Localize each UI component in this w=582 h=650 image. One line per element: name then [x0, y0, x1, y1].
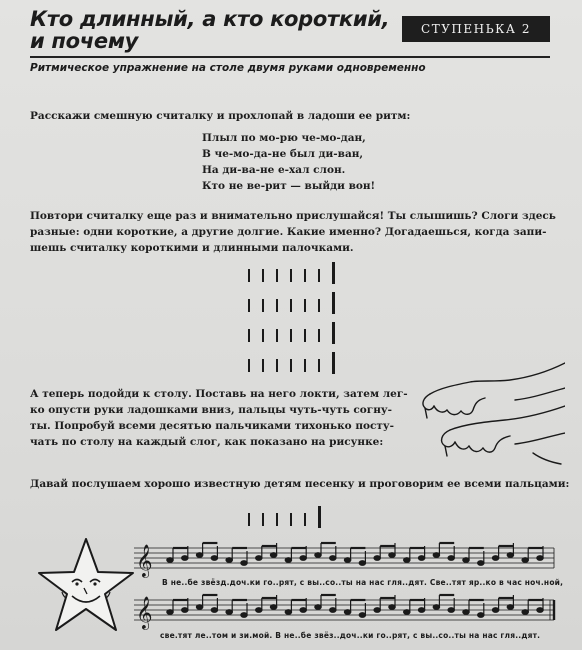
note-head: [478, 561, 484, 566]
note-head: [404, 558, 410, 563]
note-head: [448, 608, 454, 613]
note-head: [537, 608, 543, 613]
note-head: [300, 556, 306, 561]
song-instructions: Давай послушаем хорошо известную детям песенку и проговорим ее всеми пальцами:: [30, 478, 570, 490]
note-head: [196, 553, 202, 558]
note-head: [270, 605, 276, 610]
note-head: [226, 558, 232, 563]
short-stick: [290, 329, 292, 342]
long-stick: [332, 262, 335, 284]
note-head: [433, 605, 439, 610]
note-head: [256, 608, 262, 613]
lyrics-line-1: В не..бе звёзд.доч.ки го..рят, с вы..со..ты на нас гля..дят. Све..тят яр..ко в час ноч.ной,: [162, 578, 564, 587]
note-head: [241, 613, 247, 618]
note-head: [182, 556, 188, 561]
music-staff-1: [134, 540, 564, 580]
note-head: [404, 610, 410, 615]
short-stick: [262, 299, 264, 312]
page-title: [30, 8, 400, 52]
title-divider: [30, 56, 550, 58]
short-stick: [290, 513, 292, 526]
short-stick: [248, 513, 250, 526]
music-staff-2: [134, 592, 564, 632]
note-head: [241, 561, 247, 566]
hands-illustration: [415, 358, 565, 468]
paragraph-line: ко опусти руки ладошками вниз, пальцы чуть-чуть согну-: [30, 404, 392, 416]
long-stick: [318, 506, 321, 528]
short-stick: [276, 299, 278, 312]
note-head: [389, 553, 395, 558]
short-stick: [262, 329, 264, 342]
note-head: [374, 556, 380, 561]
short-stick: [304, 299, 306, 312]
paragraph-line: чать по столу на каждый слог, как показано на рисунке:: [30, 436, 384, 448]
poem-line: На ди-ва-не е-хал слон.: [202, 164, 346, 176]
note-head: [330, 556, 336, 561]
note-head: [463, 610, 469, 615]
short-stick: [276, 269, 278, 282]
note-head: [537, 556, 543, 561]
table-instructions: [30, 386, 408, 450]
short-stick: [304, 359, 306, 372]
note-head: [389, 605, 395, 610]
short-stick: [290, 269, 292, 282]
short-stick: [262, 269, 264, 282]
short-stick: [248, 269, 250, 282]
note-head: [433, 553, 439, 558]
note-head: [344, 610, 350, 615]
note-head: [507, 553, 513, 558]
note-head: [463, 558, 469, 563]
note-head: [226, 610, 232, 615]
paragraph-line: ты. Попробуй всеми десятью пальчиками тихонько посту-: [30, 420, 394, 432]
long-stick: [332, 352, 335, 374]
short-stick: [248, 299, 250, 312]
short-stick: [318, 359, 320, 372]
short-stick: [276, 513, 278, 526]
step-badge: СТУПЕНЬКА 2: [402, 16, 550, 42]
paragraph-line: разные: одни короткие, а другие долгие. Какие именно? Догадаешься, когда запи-: [30, 226, 547, 238]
note-head: [507, 605, 513, 610]
treble-clef-icon: 𝄞: [136, 544, 153, 577]
subtitle: Ритмическое упражнение на столе двумя руками одновременно: [30, 62, 426, 74]
lyrics-line-2: све.тят ле..том и зи.мой. В не..бе звёз..доч..ки го..рят, с вы..со..ты на нас гля..дят.: [160, 631, 541, 640]
star-character: [36, 536, 136, 636]
short-stick: [304, 269, 306, 282]
short-stick: [276, 359, 278, 372]
paragraph-line: шешь считалку короткими и длинными палочками.: [30, 242, 354, 254]
paragraph-line: Повтори считалку еще раз и внимательно прислушайся! Ты слышишь? Слоги здесь: [30, 210, 556, 222]
note-head: [359, 613, 365, 618]
short-stick: [248, 329, 250, 342]
poem-line: В че-мо-да-не был ди-ван,: [202, 148, 364, 160]
short-stick: [248, 359, 250, 372]
paragraph-line: А теперь подойди к столу. Поставь на него локти, затем лег-: [30, 388, 408, 400]
short-stick: [262, 359, 264, 372]
note-head: [315, 605, 321, 610]
note-head: [167, 610, 173, 615]
note-head: [270, 553, 276, 558]
note-head: [492, 556, 498, 561]
note-head: [522, 610, 528, 615]
short-stick: [318, 269, 320, 282]
short-stick: [290, 299, 292, 312]
note-head: [344, 558, 350, 563]
note-head: [359, 561, 365, 566]
counting-rhyme: [202, 130, 375, 194]
short-stick: [290, 359, 292, 372]
note-head: [478, 613, 484, 618]
long-stick: [332, 292, 335, 314]
note-head: [418, 556, 424, 561]
note-head: [492, 608, 498, 613]
note-head: [300, 608, 306, 613]
poem-line: Кто не ве-рит — выйди вон!: [202, 180, 376, 192]
title-line-1: Кто длинный, а кто короткий,: [30, 7, 390, 31]
treble-clef-icon: 𝄞: [136, 596, 153, 629]
short-stick: [304, 513, 306, 526]
long-stick: [332, 322, 335, 344]
note-head: [182, 608, 188, 613]
intro-text: Расскажи смешную считалку и прохлопай в ладоши ее ритм:: [30, 110, 411, 122]
note-head: [315, 553, 321, 558]
note-head: [256, 556, 262, 561]
poem-line: Плыл по мо-рю че-мо-дан,: [202, 132, 366, 144]
short-stick: [276, 329, 278, 342]
short-stick: [318, 329, 320, 342]
note-head: [196, 605, 202, 610]
note-head: [167, 558, 173, 563]
note-head: [285, 558, 291, 563]
note-head: [211, 608, 217, 613]
repeat-instructions: [30, 208, 556, 256]
short-stick: [262, 513, 264, 526]
note-head: [330, 608, 336, 613]
note-head: [374, 608, 380, 613]
title-line-2: и почему: [30, 29, 139, 53]
short-stick: [318, 299, 320, 312]
short-stick: [304, 329, 306, 342]
note-head: [211, 556, 217, 561]
note-head: [418, 608, 424, 613]
note-head: [448, 556, 454, 561]
note-head: [522, 558, 528, 563]
note-head: [285, 610, 291, 615]
